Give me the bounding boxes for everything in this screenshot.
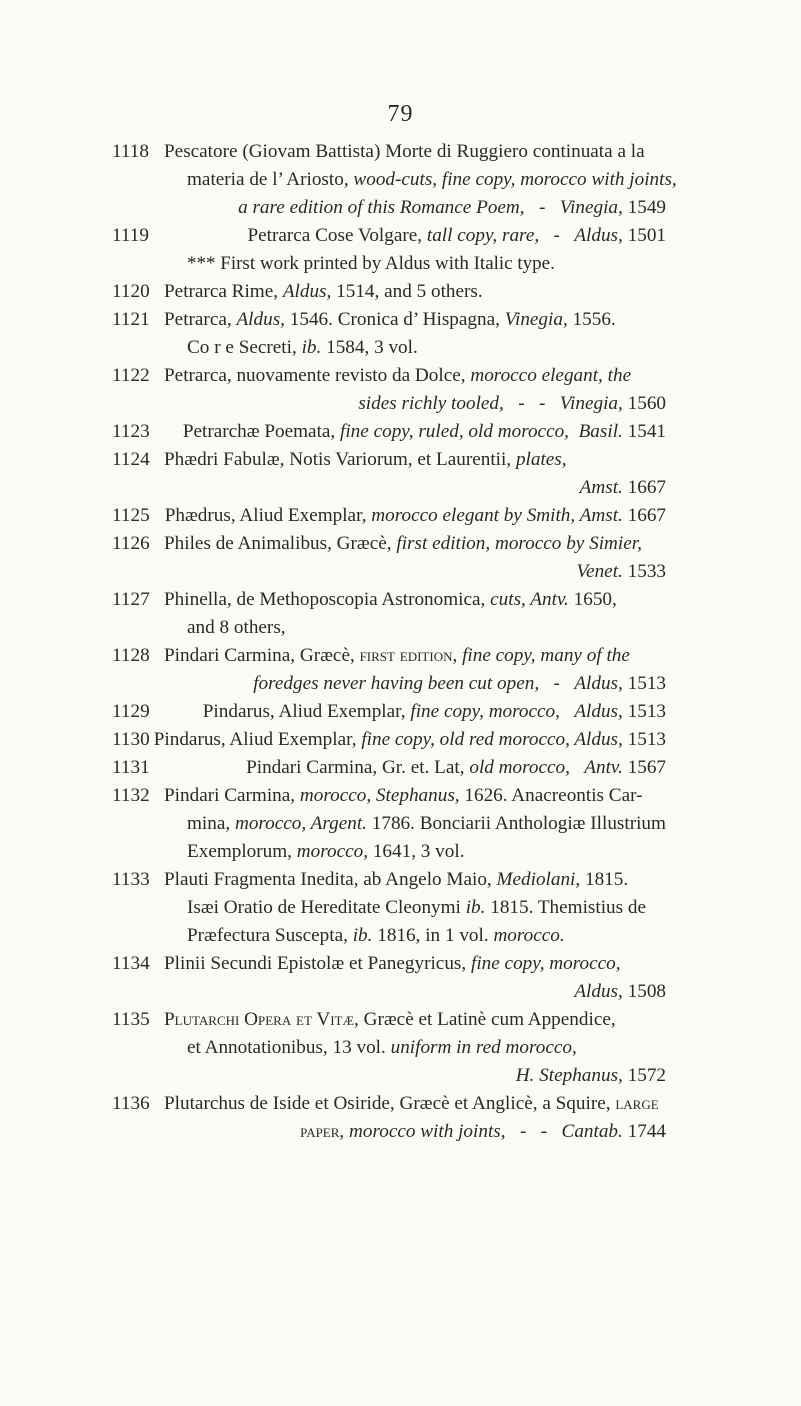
text-segment: Amst. — [579, 477, 623, 498]
entry-line — [0, 334, 666, 362]
lot-number: 1123 — [112, 421, 150, 442]
entry-line — [0, 1034, 666, 1062]
catalogue-entry — [0, 306, 801, 362]
entry-line — [0, 1090, 666, 1118]
entry-line — [0, 782, 666, 810]
text-segment: 1641, 3 vol. — [368, 841, 465, 862]
catalogue-entry — [0, 1090, 801, 1146]
text-segment: fine copy, morocco, — [410, 701, 560, 722]
text-segment: ib. — [352, 925, 373, 946]
text-segment: 1541 — [622, 421, 666, 442]
catalogue-entry — [0, 138, 801, 222]
text-segment: Pindari Carmina, Græcè, — [164, 645, 360, 666]
text-segment: - - — [505, 1121, 562, 1142]
entry-line — [0, 894, 666, 922]
text-segment: 1744 — [622, 1121, 666, 1142]
catalogue-entry — [0, 866, 801, 950]
catalogue-entry — [0, 726, 801, 754]
entry-line — [0, 446, 666, 474]
lot-number: 1127 — [112, 589, 150, 610]
text-segment: 1786. Bonciarii Anthologiæ Illustrium — [366, 813, 666, 834]
entry-line — [0, 978, 666, 1006]
lot-number: 1131 — [112, 757, 150, 778]
text-segment: morocco with joints, — [349, 1121, 506, 1142]
text-segment: ib. — [301, 337, 322, 358]
text-segment: - - — [503, 393, 560, 414]
text-segment: Vinegia, — [559, 393, 623, 414]
entry-line — [0, 1062, 666, 1090]
catalogue-entry — [0, 782, 801, 866]
entry-line — [0, 474, 666, 502]
text-segment: tall copy, rare, — [426, 225, 540, 246]
lot-number: 1121 — [112, 309, 150, 330]
entry-line — [0, 642, 666, 670]
lot-number: 1124 — [112, 449, 150, 470]
text-segment: first edition, — [359, 645, 458, 666]
entry-line — [0, 726, 666, 754]
catalogue-entry — [0, 1006, 801, 1090]
text-segment: Petrarchæ Poemata, — [182, 421, 341, 442]
text-segment: Phædrus, Aliud Exemplar, — [164, 505, 372, 526]
text-segment — [569, 421, 579, 442]
text-segment: Phædri Fabulæ, Notis Variorum, et Laurentii, — [164, 449, 516, 470]
text-segment: Vinegia, — [504, 309, 568, 330]
entry-line — [0, 838, 666, 866]
entry-line — [0, 502, 666, 530]
entry-line — [0, 306, 666, 334]
text-segment: Græcè et Latinè cum Appendice, — [358, 1009, 616, 1030]
catalogue-entry — [0, 698, 801, 726]
text-segment: Plinii Secundi Epistolæ et Panegyricus, — [164, 953, 471, 974]
text-segment: large — [615, 1093, 659, 1114]
text-segment: Phinella, de Methoposcopia Astronomica, — [164, 589, 491, 610]
entry-line — [0, 194, 666, 222]
text-segment — [570, 757, 584, 778]
entry-line — [0, 950, 666, 978]
text-segment: Pindarus, Aliud Exemplar, — [202, 701, 411, 722]
entry-line — [0, 698, 666, 726]
text-segment: Isæi Oratio de Hereditate Cleonymi — [187, 897, 466, 918]
text-segment: sides richly tooled, — [358, 393, 504, 414]
text-segment: morocco, — [296, 841, 369, 862]
text-segment: Petrarca Cose Volgare, — [247, 225, 427, 246]
text-segment: 1667 — [622, 505, 666, 526]
text-segment: Plutarchi Opera et Vitæ, — [164, 1009, 359, 1030]
entry-line — [0, 138, 666, 166]
lot-number: 1135 — [112, 1009, 150, 1030]
entry-line — [0, 754, 666, 782]
catalogue-entry — [0, 530, 801, 586]
text-segment: uniform in red morocco, — [390, 1037, 577, 1058]
entry-line — [0, 866, 666, 894]
text-segment: ib. — [465, 897, 486, 918]
entry-line — [0, 922, 666, 950]
lot-number: 1133 — [112, 869, 150, 890]
text-segment: 1556. — [567, 309, 616, 330]
text-segment: Plauti Fragmenta Inedita, ab Angelo Maio, — [164, 869, 497, 890]
text-segment: old morocco, — [469, 757, 570, 778]
text-segment: Antv. — [584, 757, 623, 778]
lot-number: 1136 — [112, 1093, 150, 1114]
text-segment: Venet. — [576, 561, 623, 582]
text-segment: fine copy, morocco, — [470, 953, 621, 974]
text-segment: et Annotationibus, 13 vol. — [187, 1037, 391, 1058]
text-segment: 1584, 3 vol. — [321, 337, 418, 358]
page-number: 79 — [387, 101, 414, 127]
text-segment: wood-cuts, fine copy, morocco with joints, — [353, 169, 677, 190]
catalogue-list — [0, 138, 801, 1146]
text-segment: 1650, — [568, 589, 617, 610]
lot-number: 1130 — [112, 729, 150, 750]
text-segment: - — [539, 673, 575, 694]
text-segment: 1815. Themistius de — [485, 897, 647, 918]
text-segment: Aldus, — [574, 981, 623, 1002]
text-segment: first edition, morocco by Simier, — [396, 533, 642, 554]
text-segment: materia de l’ Ariosto, — [187, 169, 354, 190]
lot-number: 1128 — [112, 645, 150, 666]
text-segment: Vinegia, — [559, 197, 623, 218]
text-segment: - — [524, 197, 560, 218]
lot-number: 1122 — [112, 365, 150, 386]
lot-number: 1118 — [112, 141, 149, 162]
text-segment: cuts, Antv. — [490, 589, 569, 610]
catalogue-entry — [0, 586, 801, 642]
text-segment: foredges never having been cut open, — [253, 673, 540, 694]
text-segment: 1513 — [622, 673, 666, 694]
text-segment: Aldus, — [282, 281, 332, 302]
lot-number: 1129 — [112, 701, 150, 722]
text-segment: a rare edition of this Romance Poem, — [238, 197, 525, 218]
entry-line — [0, 222, 666, 250]
entry-line — [0, 1118, 666, 1146]
text-segment: Pindari Carmina, — [164, 785, 300, 806]
text-segment: 1816, in 1 vol. — [372, 925, 494, 946]
text-segment: Pindari Carmina, Gr. et. Lat, — [246, 757, 470, 778]
text-segment: 1560 — [622, 393, 666, 414]
lot-number: 1134 — [112, 953, 150, 974]
text-segment: 1546. Cronica d’ Hispagna, — [284, 309, 505, 330]
text-segment: morocco. — [493, 925, 565, 946]
text-segment: 1572 — [622, 1065, 666, 1086]
entry-line — [0, 166, 677, 194]
text-segment: Basil. — [578, 421, 623, 442]
entry-line — [0, 558, 666, 586]
entry-line — [0, 530, 666, 558]
lot-number: 1126 — [112, 533, 150, 554]
text-segment: morocco, Stephanus, — [299, 785, 460, 806]
text-segment: fine copy, old red morocco, Aldus, — [361, 729, 623, 750]
entry-line — [0, 586, 666, 614]
text-segment: 1626. Anacreontis Car- — [459, 785, 643, 806]
text-segment: fine copy, ruled, old morocco, — [340, 421, 569, 442]
text-segment: 1567 — [622, 757, 666, 778]
entry-line — [0, 418, 666, 446]
text-segment: Mediolani, — [496, 869, 581, 890]
entry-line — [0, 614, 666, 642]
catalogue-entry — [0, 502, 801, 530]
text-segment: Petrarca Rime, — [164, 281, 283, 302]
text-segment: Pindarus, Aliud Exemplar, — [153, 729, 362, 750]
text-segment: 1501 — [622, 225, 666, 246]
text-segment: Pescatore (Giovam Battista) Morte di Ruggiero continuata a la — [164, 141, 645, 162]
text-segment: and 8 others, — [187, 617, 286, 638]
text-segment: Cantab. — [561, 1121, 623, 1142]
text-segment: Exemplorum, — [187, 841, 297, 862]
catalogue-entry — [0, 222, 801, 278]
catalogue-entry — [0, 446, 801, 502]
text-segment: morocco, Argent. — [234, 813, 367, 834]
text-segment: Aldus, — [574, 225, 623, 246]
entry-note — [0, 250, 801, 278]
catalogue-entry — [0, 754, 801, 782]
text-segment: Aldus, — [236, 309, 285, 330]
text-segment: 1667 — [622, 477, 666, 498]
text-segment: Petrarca, nuovamente revisto da Dolce, — [164, 365, 471, 386]
text-segment: Aldus, — [574, 701, 623, 722]
text-segment: plates, — [515, 449, 567, 470]
text-segment: - — [539, 225, 575, 246]
entry-line — [0, 278, 666, 306]
text-segment: *** First work printed by Aldus with Italic type. — [187, 253, 555, 274]
text-segment: Philes de Animalibus, Græcè, — [164, 533, 397, 554]
text-segment: Petrarca, — [164, 309, 237, 330]
text-segment — [560, 701, 574, 722]
lot-number: 1132 — [112, 785, 150, 806]
text-segment: Co r e Secreti, — [187, 337, 302, 358]
text-segment: 1533 — [622, 561, 666, 582]
entry-line — [0, 670, 666, 698]
text-segment: H. Stephanus, — [515, 1065, 623, 1086]
text-segment: Aldus, — [574, 673, 623, 694]
catalogue-entry — [0, 642, 801, 698]
text-segment: 1549 — [622, 197, 666, 218]
lot-number: 1120 — [112, 281, 150, 302]
entry-line — [0, 390, 666, 418]
text-segment: 1514, and 5 others. — [331, 281, 483, 302]
entry-line — [0, 362, 666, 390]
entry-line — [0, 1006, 666, 1034]
text-segment: 1513 — [622, 701, 666, 722]
text-segment: 1508 — [622, 981, 666, 1002]
text-segment: Plutarchus de Iside et Osiride, Græcè et Anglicè, a Squire, — [164, 1093, 616, 1114]
text-segment: 1513 — [622, 729, 666, 750]
lot-number: 1125 — [112, 505, 150, 526]
text-segment: morocco elegant, the — [470, 365, 632, 386]
catalogue-entry — [0, 950, 801, 1006]
text-segment: 1815. — [580, 869, 629, 890]
lot-number: 1119 — [112, 225, 149, 246]
catalogue-entry — [0, 418, 801, 446]
text-segment: Præfectura Suscepta, — [187, 925, 353, 946]
text-segment: paper, — [300, 1121, 345, 1142]
text-segment: mina, — [187, 813, 235, 834]
text-segment: fine copy, many of the — [462, 645, 630, 666]
catalogue-entry — [0, 278, 801, 306]
entry-line — [0, 810, 666, 838]
catalogue-entry — [0, 362, 801, 418]
text-segment: morocco elegant by Smith, Amst. — [371, 505, 623, 526]
